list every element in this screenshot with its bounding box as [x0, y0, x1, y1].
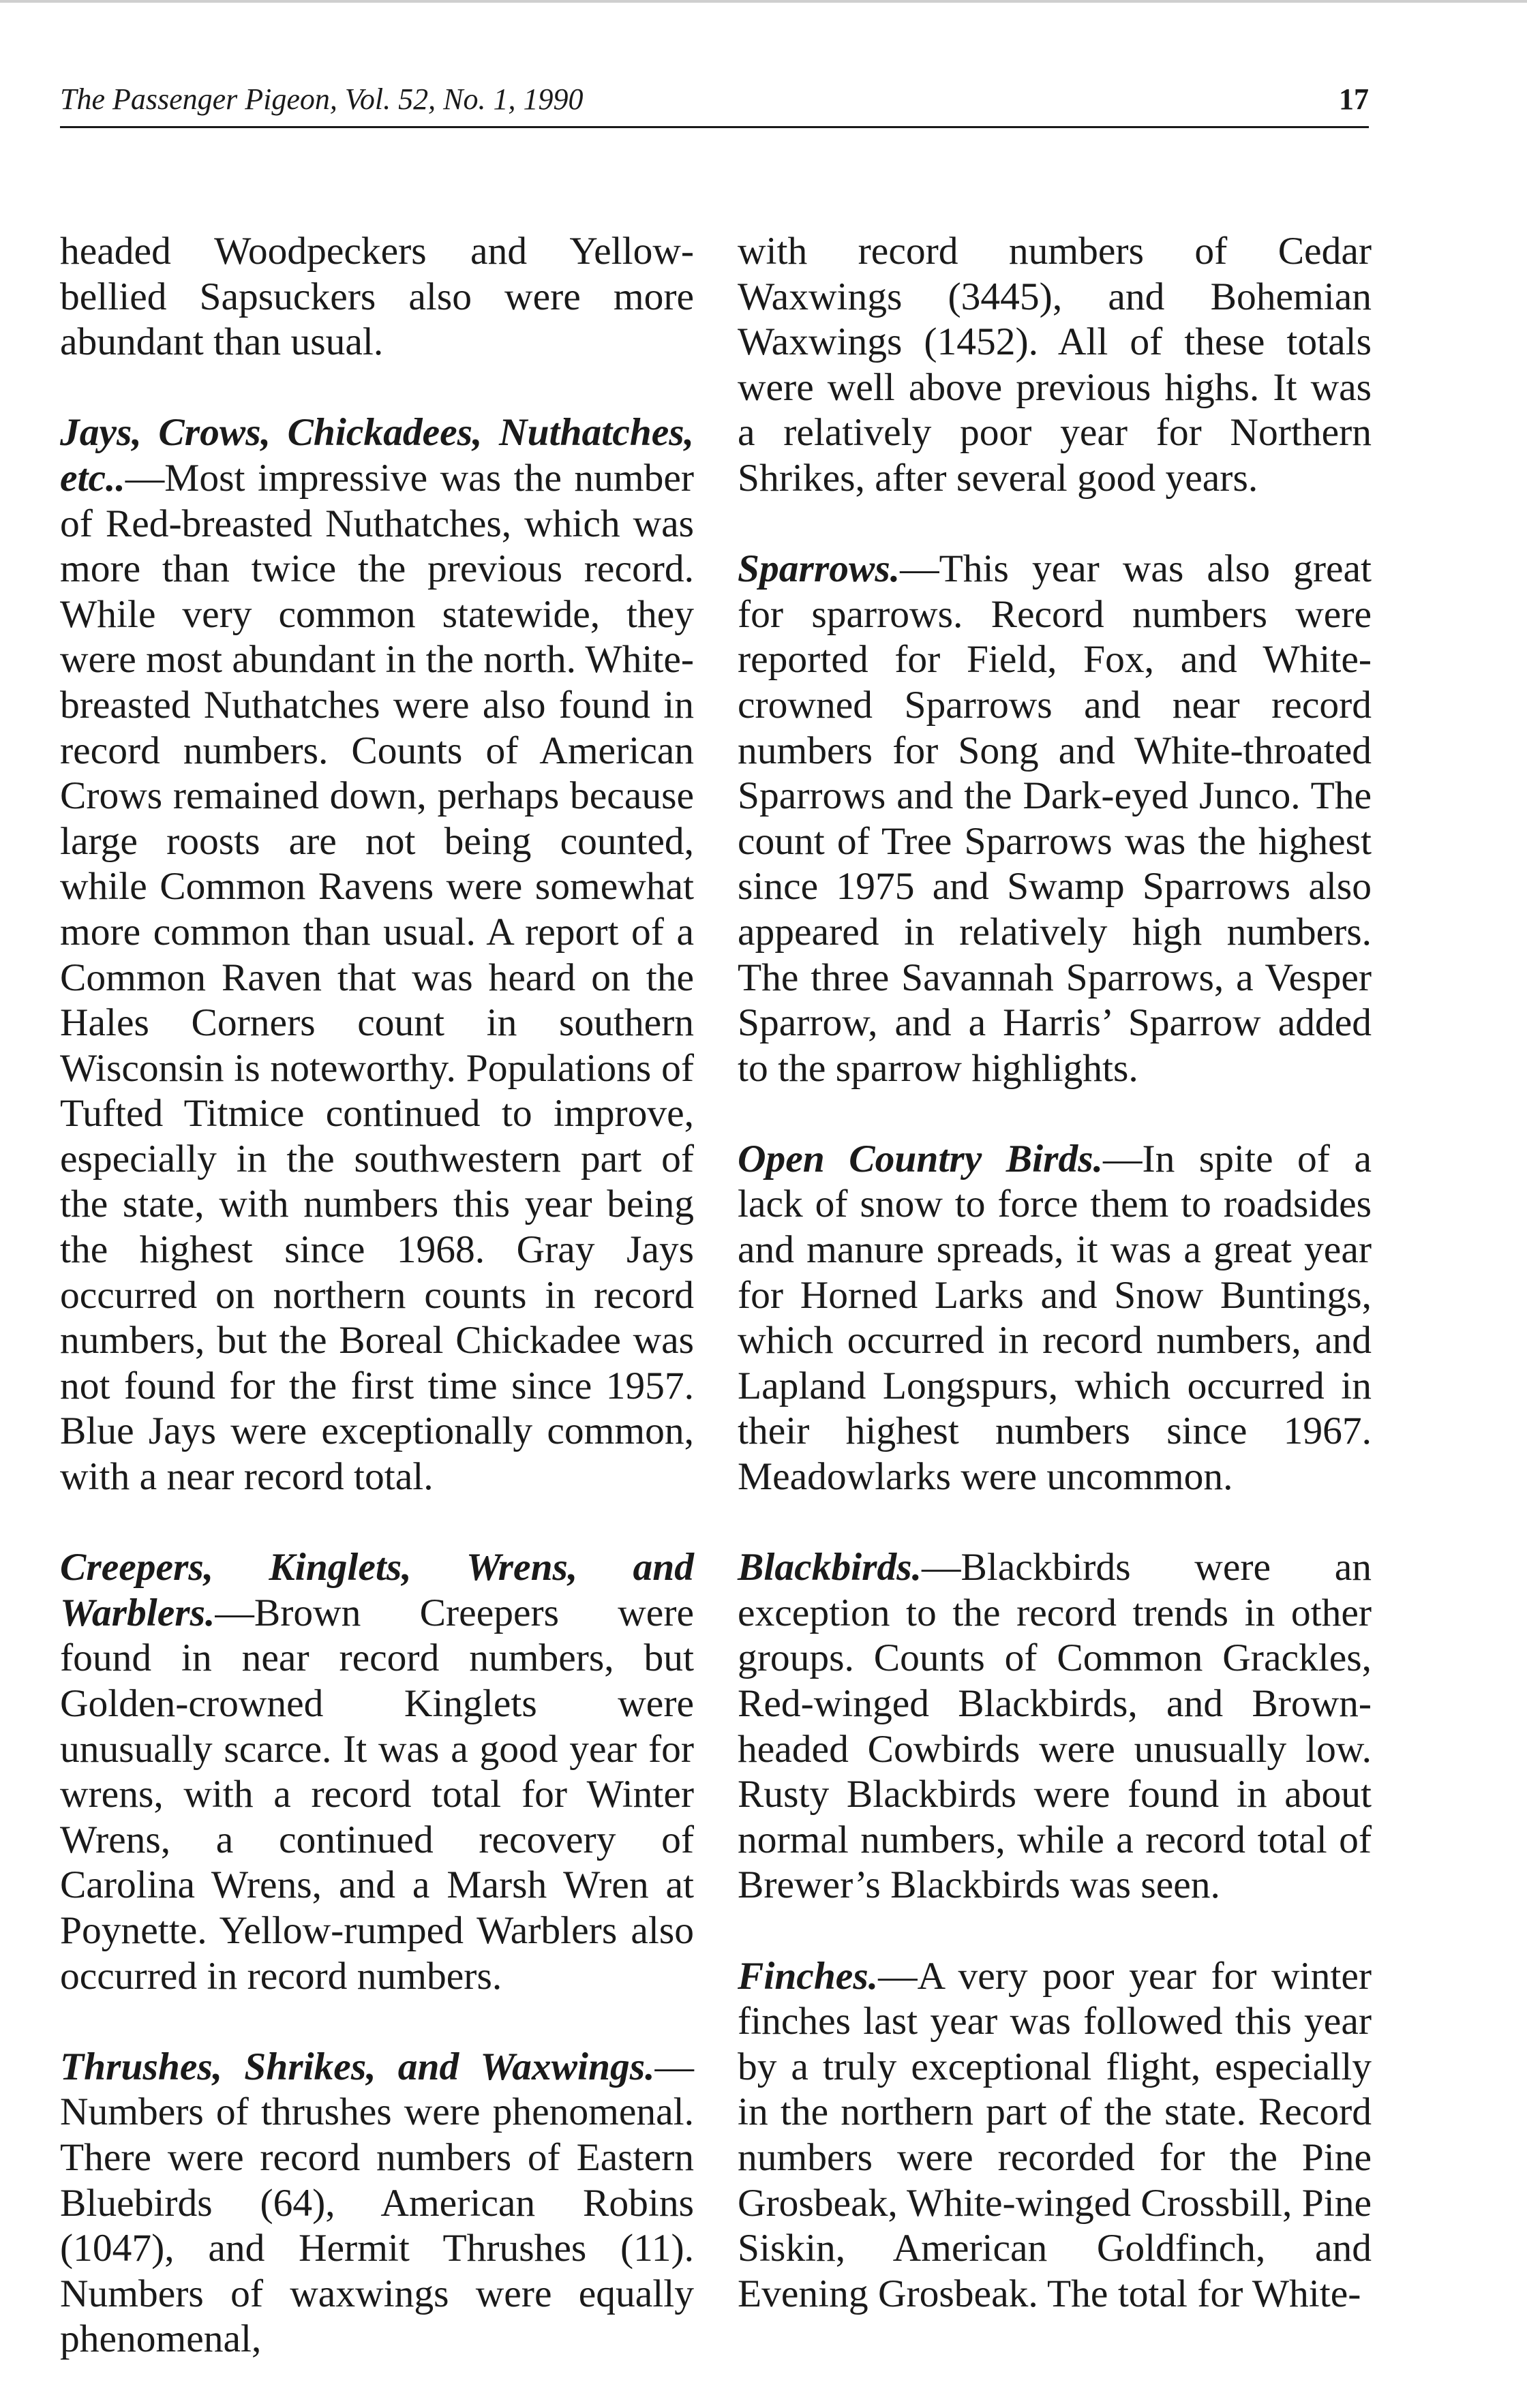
section-body: —This year was also great for sparrows. Record numbers were reported for Field, Fox, and White-crowned Sparrows and near record numbers for Song and White-throated Sparrows and the Dark-eyed Junco. The count of Tree Sparrows was the highest since 1975 and Swamp Sparrows also appeared in relatively high numbers. The three Savannah Sparrows, a Vesper Sparrow, and a Harris’ Sparrow added to the sparrow highlights. — [738, 547, 1372, 1090]
right-column — [738, 229, 1372, 2362]
section-sparrows — [738, 547, 1372, 1091]
left-column — [60, 229, 694, 2408]
header-rule — [60, 126, 1369, 128]
section-open-country — [738, 1137, 1372, 1500]
page-header — [60, 76, 1369, 125]
section-heading: Creepers, Kinglets, Wrens, and Warblers. — [60, 1546, 694, 1634]
section-finches — [738, 1954, 1372, 2317]
section-body: —Brown Creepers were found in near record numbers, but Golden-crowned Kinglets were unusually scarce. It was a good year for wrens, with a record total for Winter Wrens, a continued recovery of Carolina Wrens, and a Marsh Wren at Poynette. Yellow-rumped Warblers also occurred in record numbers. — [60, 1591, 694, 1998]
section-body: —In spite of a lack of snow to force them to roadsides and manure spreads, it was a great year for Horned Larks and Snow Buntings, which occurred in record numbers, and Lapland Longspurs, which occurred in their highest numbers since 1967. Meadowlarks were uncommon. — [738, 1137, 1372, 1499]
section-heading: Blackbirds. — [738, 1546, 922, 1589]
continued-paragraph: headed Woodpeckers and Yellow-bellied Sapsuckers also were more abundant than usual. — [60, 230, 694, 364]
page-number: 17 — [1339, 82, 1369, 116]
section-heading: Jays, Crows, Chickadees, Nuthatches, etc.. — [60, 411, 694, 500]
section-body: —Blackbirds were an exception to the record trends in other groups. Counts of Common Grackles, Red-winged Blackbirds, and Brown-headed Cowbirds were unusually low. Rusty Blackbirds were found in about normal numbers, while a record total of Brewer’s Blackbirds was seen. — [738, 1546, 1372, 1907]
section-heading: Finches. — [738, 1954, 879, 1998]
continued-paragraph: with record numbers of Cedar Waxwings (3445), and Bohemian Waxwings (1452). All of these totals were well above previous highs. It was a relatively poor year for Northern Shrikes, after several good years. — [738, 230, 1372, 500]
section-creepers — [60, 1545, 694, 1999]
section-body: —Most impressive was the number of Red-breasted Nuthatches, which was more than twice the previous record. While very common statewide, they were most abundant in the north. White-breasted Nuthatches were also found in record numbers. Counts of American Crows remained down, perhaps because large roosts are not being counted, while Common Ravens were somewhat more common than usual. A report of a Common Raven that was heard on the Hales Corners count in southern Wisconsin is noteworthy. Populations of Tufted Titmice continued to improve, especially in the southwestern part of the state, with numbers this year being the highest since 1968. Gray Jays occurred on northern counts in record numbers, but the Boreal Chickadee was not found for the first time since 1957. Blue Jays were exceptionally common, with a near record total. — [60, 456, 694, 1499]
section-body: — Numbers of thrushes were phenomenal. There were record numbers of Eastern Bluebirds (64), American Robins (1047), and Hermit Thrushes (11). Numbers of waxwings were equally phenomenal, — [60, 2045, 694, 2361]
section-heading: Sparrows. — [738, 547, 901, 591]
running-head: The Passenger Pigeon, Vol. 52, No. 1, 1990 — [60, 82, 584, 116]
section-blackbirds — [738, 1545, 1372, 1908]
section-heading: Open Country Birds. — [738, 1137, 1103, 1180]
section-heading: Thrushes, Shrikes, and Waxwings. — [60, 2045, 655, 2088]
section-thrushes — [60, 2045, 694, 2362]
section-jays — [60, 410, 694, 1499]
section-body: —A very poor year for winter finches last year was followed this year by a truly exceptional flight, especially in the northern part of the state. Record numbers were recorded for the Pine Grosbeak, White-winged Crossbill, Pine Siskin, American Goldfinch, and Evening Grosbeak. The total for White- — [738, 1954, 1372, 2315]
top-edge-rule — [0, 0, 1527, 3]
